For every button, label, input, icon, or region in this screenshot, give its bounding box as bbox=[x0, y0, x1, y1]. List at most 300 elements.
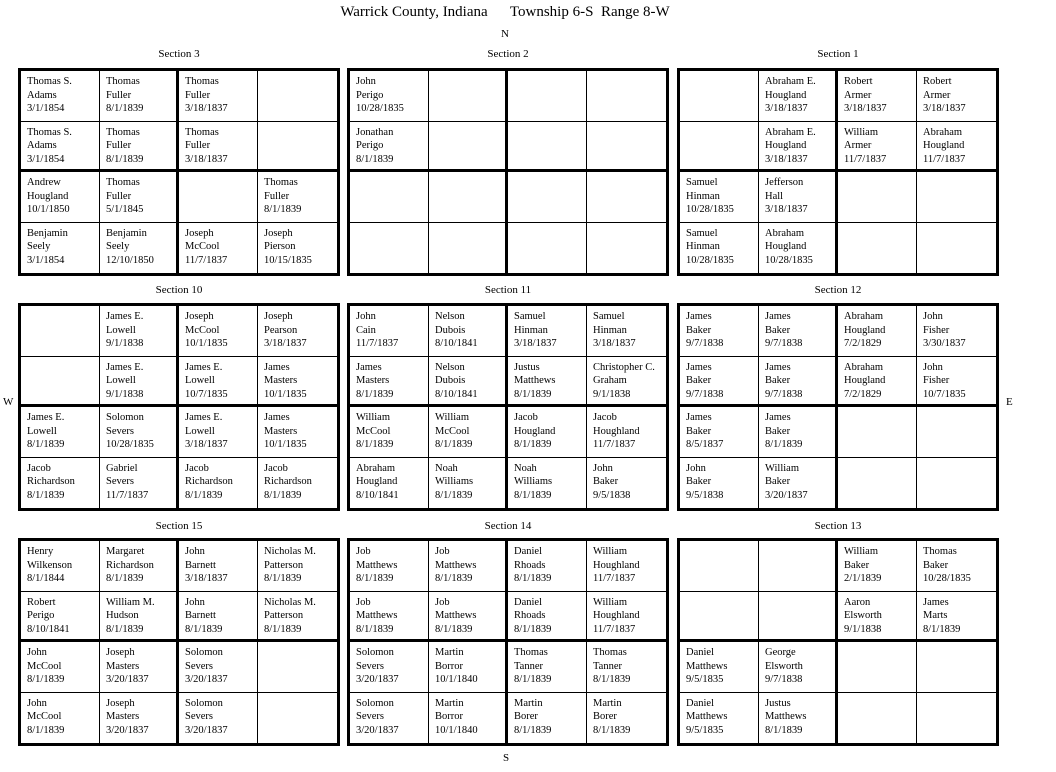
parcel-text: 8/1/1839 bbox=[514, 674, 552, 685]
parcel-text: Matthews bbox=[356, 559, 398, 571]
parcel-text: 3/18/1837 bbox=[185, 439, 228, 450]
parcel-text: Severs bbox=[356, 711, 384, 722]
parcel-text: Hougland bbox=[844, 375, 886, 386]
parcel-text: Benjamin bbox=[106, 227, 147, 239]
land-parcel bbox=[429, 71, 508, 122]
section-title: Section 1 bbox=[817, 48, 859, 60]
land-parcel bbox=[100, 122, 179, 173]
parcel-text: Baker bbox=[686, 375, 712, 386]
parcel-text: Richardson bbox=[264, 476, 312, 487]
land-parcel bbox=[429, 357, 508, 408]
land-parcel bbox=[759, 122, 838, 173]
parcel-text: Solomon bbox=[185, 697, 223, 709]
parcel-text: Houghland bbox=[593, 610, 640, 621]
parcel-text: Martin bbox=[435, 697, 464, 709]
parcel-text: 8/1/1839 bbox=[514, 439, 552, 450]
section-grid bbox=[18, 303, 340, 511]
parcel-text: Baker bbox=[686, 425, 712, 437]
parcel-text: Baker bbox=[765, 476, 791, 487]
parcel-text: Baker bbox=[765, 425, 791, 437]
parcel-text: Hougland bbox=[765, 241, 807, 252]
parcel-text: Patterson bbox=[264, 559, 304, 571]
parcel-text: 8/1/1839 bbox=[435, 573, 473, 584]
parcel-text: McCool bbox=[185, 324, 220, 336]
parcel-text: Thomas bbox=[923, 546, 957, 557]
land-parcel bbox=[759, 172, 838, 223]
land-parcel bbox=[508, 693, 587, 744]
parcel-text: 8/1/1839 bbox=[264, 573, 302, 584]
parcel-text: McCool bbox=[356, 425, 391, 437]
parcel-text: 9/7/1838 bbox=[765, 388, 803, 400]
parcel-text: Borror bbox=[435, 711, 463, 722]
parcel-text: Fisher bbox=[923, 324, 950, 336]
section-grid bbox=[18, 68, 340, 276]
land-parcel bbox=[258, 541, 337, 592]
parcel-text: Samuel bbox=[514, 311, 546, 322]
land-parcel bbox=[917, 172, 996, 223]
land-parcel bbox=[587, 541, 666, 592]
parcel-text: William bbox=[844, 126, 878, 138]
parcel-text: 11/7/1837 bbox=[844, 153, 887, 165]
land-parcel bbox=[917, 407, 996, 458]
parcel-text: 8/1/1839 bbox=[106, 573, 144, 584]
land-parcel bbox=[917, 642, 996, 693]
parcel-text: Dubois bbox=[435, 375, 466, 386]
land-parcel bbox=[680, 71, 759, 122]
parcel-text: 8/1/1839 bbox=[514, 573, 552, 584]
parcel-text: Thomas S. bbox=[27, 76, 72, 87]
parcel-text: 8/10/1841 bbox=[27, 623, 70, 635]
parcel-text: 3/20/1837 bbox=[106, 724, 149, 736]
land-parcel bbox=[508, 357, 587, 408]
land-parcel bbox=[759, 71, 838, 122]
parcel-text: Job bbox=[356, 546, 371, 557]
parcel-text: 8/1/1839 bbox=[27, 674, 65, 685]
parcel-text: 3/18/1837 bbox=[765, 103, 808, 114]
parcel-text: Joseph bbox=[185, 311, 214, 322]
parcel-text: Solomon bbox=[106, 412, 144, 423]
parcel-text: Noah bbox=[514, 462, 537, 474]
parcel-text: Gabriel bbox=[106, 462, 138, 474]
parcel-text: Robert bbox=[27, 596, 56, 608]
land-parcel bbox=[838, 122, 917, 173]
land-parcel bbox=[350, 693, 429, 744]
parcel-text: Joseph bbox=[106, 647, 135, 658]
parcel-text: 10/1/1835 bbox=[185, 338, 228, 349]
land-parcel bbox=[838, 407, 917, 458]
compass-south: S bbox=[503, 752, 510, 764]
parcel-text: Barnett bbox=[185, 610, 216, 621]
parcel-text: 3/18/1837 bbox=[593, 338, 636, 349]
land-parcel bbox=[917, 122, 996, 173]
parcel-text: Lowell bbox=[106, 375, 136, 386]
section-grid bbox=[347, 303, 669, 511]
parcel-text: 8/1/1839 bbox=[765, 439, 803, 450]
parcel-text: Severs bbox=[356, 660, 384, 672]
land-parcel bbox=[508, 122, 587, 173]
parcel-text: John bbox=[356, 311, 376, 322]
parcel-text: 9/5/1835 bbox=[686, 674, 724, 685]
section-title: Section 14 bbox=[484, 520, 532, 532]
parcel-text: George bbox=[765, 647, 796, 658]
parcel-text: 10/15/1835 bbox=[264, 254, 312, 266]
land-parcel bbox=[587, 306, 666, 357]
land-parcel bbox=[917, 306, 996, 357]
land-parcel bbox=[838, 357, 917, 408]
land-parcel bbox=[759, 306, 838, 357]
land-parcel bbox=[759, 223, 838, 274]
land-parcel bbox=[258, 172, 337, 223]
parcel-text: 10/7/1835 bbox=[923, 388, 966, 400]
land-parcel bbox=[429, 458, 508, 509]
parcel-text: Henry bbox=[27, 546, 54, 557]
land-parcel bbox=[100, 592, 179, 643]
land-parcel bbox=[838, 223, 917, 274]
section-title: Section 2 bbox=[487, 48, 529, 60]
parcel-text: 7/2/1829 bbox=[844, 338, 882, 349]
parcel-text: Daniel bbox=[686, 697, 714, 709]
parcel-text: McCool bbox=[27, 660, 62, 672]
parcel-text: Jonathan bbox=[356, 126, 394, 138]
land-parcel bbox=[21, 357, 100, 408]
parcel-text: Hougland bbox=[765, 89, 807, 101]
land-parcel bbox=[21, 306, 100, 357]
parcel-text: Christopher C. bbox=[593, 361, 655, 373]
section-title: Section 12 bbox=[814, 284, 862, 296]
land-parcel bbox=[258, 306, 337, 357]
parcel-text: John bbox=[185, 596, 205, 608]
parcel-text: Joseph bbox=[264, 227, 293, 239]
parcel-text: Baker bbox=[593, 476, 619, 487]
land-parcel bbox=[350, 642, 429, 693]
parcel-text: Abraham bbox=[923, 126, 963, 138]
parcel-text: Baker bbox=[686, 324, 712, 336]
land-parcel bbox=[917, 693, 996, 744]
parcel-text: 11/7/1837 bbox=[185, 254, 228, 266]
land-parcel bbox=[258, 223, 337, 274]
land-parcel bbox=[587, 693, 666, 744]
parcel-text: Masters bbox=[106, 711, 140, 722]
land-parcel bbox=[759, 357, 838, 408]
land-parcel bbox=[100, 71, 179, 122]
parcel-text: James bbox=[686, 361, 712, 373]
parcel-text: 8/5/1837 bbox=[686, 439, 724, 450]
parcel-text: 8/1/1839 bbox=[185, 489, 223, 501]
land-parcel bbox=[179, 357, 258, 408]
parcel-text: Samuel bbox=[686, 227, 718, 239]
parcel-text: James bbox=[264, 361, 290, 373]
land-parcel bbox=[429, 407, 508, 458]
parcel-text: 10/1/1840 bbox=[435, 674, 478, 685]
parcel-text: 10/1/1835 bbox=[264, 439, 307, 450]
parcel-text: Robert bbox=[923, 76, 952, 87]
land-parcel bbox=[508, 458, 587, 509]
land-parcel bbox=[508, 172, 587, 223]
land-parcel bbox=[350, 172, 429, 223]
parcel-text: John bbox=[686, 462, 706, 474]
land-parcel bbox=[179, 223, 258, 274]
land-parcel bbox=[429, 592, 508, 643]
parcel-text: Severs bbox=[106, 476, 134, 487]
land-parcel bbox=[350, 357, 429, 408]
parcel-text: 8/1/1839 bbox=[106, 103, 144, 114]
parcel-text: Jacob bbox=[593, 412, 617, 423]
parcel-text: 8/1/1839 bbox=[356, 153, 394, 165]
compass-west: W bbox=[3, 396, 14, 408]
parcel-text: Marts bbox=[923, 610, 948, 621]
land-parcel bbox=[258, 71, 337, 122]
land-parcel bbox=[179, 172, 258, 223]
parcel-text: 8/10/1841 bbox=[435, 338, 478, 349]
parcel-text: 9/7/1838 bbox=[765, 338, 803, 349]
parcel-text: Baker bbox=[765, 375, 791, 386]
parcel-text: Seely bbox=[106, 241, 130, 252]
parcel-text: Hougland bbox=[514, 425, 556, 437]
parcel-text: Thomas bbox=[514, 647, 548, 658]
parcel-text: Solomon bbox=[356, 647, 394, 658]
parcel-text: Baker bbox=[686, 476, 712, 487]
land-parcel bbox=[838, 172, 917, 223]
parcel-text: 9/1/1838 bbox=[106, 338, 144, 349]
land-parcel bbox=[680, 306, 759, 357]
land-parcel bbox=[21, 458, 100, 509]
land-parcel bbox=[21, 592, 100, 643]
parcel-text: 8/1/1839 bbox=[185, 623, 223, 635]
parcel-text: 3/18/1837 bbox=[765, 153, 808, 165]
parcel-text: 3/20/1837 bbox=[356, 724, 399, 736]
parcel-text: Martin bbox=[514, 697, 543, 709]
parcel-text: Job bbox=[356, 596, 371, 608]
parcel-text: 8/1/1839 bbox=[593, 674, 631, 685]
parcel-text: 11/7/1837 bbox=[593, 623, 636, 635]
parcel-text: James bbox=[356, 361, 382, 373]
parcel-text: Patterson bbox=[264, 610, 304, 621]
land-parcel bbox=[21, 693, 100, 744]
parcel-text: William M. bbox=[106, 596, 155, 608]
section-title: Section 15 bbox=[155, 520, 203, 532]
parcel-text: 3/18/1837 bbox=[765, 204, 808, 215]
land-parcel bbox=[680, 122, 759, 173]
parcel-text: Masters bbox=[106, 660, 140, 672]
parcel-text: 9/1/1838 bbox=[106, 388, 144, 400]
parcel-text: Thomas bbox=[106, 177, 140, 188]
land-parcel bbox=[258, 592, 337, 643]
parcel-text: James bbox=[686, 412, 712, 423]
parcel-text: Matthews bbox=[765, 711, 807, 722]
parcel-text: 8/1/1839 bbox=[356, 573, 394, 584]
parcel-text: Solomon bbox=[185, 647, 223, 658]
parcel-text: Fuller bbox=[185, 89, 211, 101]
land-parcel bbox=[179, 642, 258, 693]
land-parcel bbox=[587, 172, 666, 223]
land-parcel bbox=[179, 122, 258, 173]
parcel-text: Noah bbox=[435, 462, 458, 474]
parcel-text: 8/1/1839 bbox=[356, 388, 394, 400]
section-grid bbox=[677, 68, 999, 276]
parcel-text: 10/7/1835 bbox=[185, 388, 228, 400]
land-parcel bbox=[350, 458, 429, 509]
parcel-text: Seely bbox=[27, 241, 51, 252]
land-parcel bbox=[21, 541, 100, 592]
parcel-text: Adams bbox=[27, 89, 57, 101]
land-parcel bbox=[917, 223, 996, 274]
land-parcel bbox=[508, 223, 587, 274]
parcel-text: Graham bbox=[593, 375, 627, 386]
parcel-text: 8/1/1839 bbox=[106, 153, 144, 165]
parcel-text: 3/18/1837 bbox=[264, 338, 307, 349]
land-parcel bbox=[587, 642, 666, 693]
parcel-text: James E. bbox=[185, 412, 223, 423]
parcel-text: Joseph bbox=[185, 227, 214, 239]
parcel-text: 10/1/1840 bbox=[435, 724, 478, 736]
parcel-text: Nelson bbox=[435, 311, 465, 322]
land-parcel bbox=[680, 223, 759, 274]
land-parcel bbox=[838, 642, 917, 693]
parcel-text: Baker bbox=[923, 559, 949, 571]
parcel-text: 5/1/1845 bbox=[106, 204, 144, 215]
parcel-text: 3/18/1837 bbox=[514, 338, 557, 349]
parcel-text: 3/18/1837 bbox=[844, 103, 887, 114]
parcel-text: 11/7/1837 bbox=[923, 153, 966, 165]
land-parcel bbox=[587, 122, 666, 173]
land-parcel bbox=[680, 592, 759, 643]
parcel-text: 2/1/1839 bbox=[844, 573, 882, 584]
parcel-text: Borror bbox=[435, 660, 463, 672]
parcel-text: Hinman bbox=[514, 324, 548, 336]
parcel-text: 8/1/1839 bbox=[264, 489, 302, 501]
land-parcel bbox=[429, 642, 508, 693]
land-parcel bbox=[100, 458, 179, 509]
parcel-text: John bbox=[185, 546, 205, 557]
parcel-text: 3/18/1837 bbox=[185, 573, 228, 584]
parcel-text: James bbox=[765, 311, 791, 322]
parcel-text: 9/1/1838 bbox=[593, 388, 631, 400]
land-parcel bbox=[350, 223, 429, 274]
parcel-text: Richardson bbox=[106, 559, 154, 571]
parcel-text: Elsworth bbox=[844, 610, 882, 621]
land-parcel bbox=[429, 172, 508, 223]
parcel-text: Richardson bbox=[27, 476, 75, 487]
land-parcel bbox=[179, 407, 258, 458]
land-parcel bbox=[350, 592, 429, 643]
parcel-text: 8/1/1839 bbox=[923, 623, 961, 635]
parcel-text: John bbox=[27, 647, 47, 658]
parcel-text: 8/1/1839 bbox=[435, 489, 473, 501]
land-parcel bbox=[759, 458, 838, 509]
parcel-text: 3/18/1837 bbox=[185, 153, 228, 165]
parcel-text: 11/7/1837 bbox=[106, 489, 149, 501]
parcel-text: John bbox=[356, 76, 376, 87]
land-parcel bbox=[21, 642, 100, 693]
parcel-text: Daniel bbox=[514, 546, 542, 557]
land-parcel bbox=[508, 541, 587, 592]
parcel-text: Hougland bbox=[844, 324, 886, 336]
parcel-text: Jacob bbox=[514, 412, 538, 423]
land-parcel bbox=[21, 223, 100, 274]
parcel-text: Hougland bbox=[27, 190, 69, 202]
parcel-text: Nicholas M. bbox=[264, 596, 316, 608]
land-parcel bbox=[350, 122, 429, 173]
parcel-text: Jacob bbox=[185, 462, 209, 474]
parcel-text: 8/10/1841 bbox=[435, 388, 478, 400]
parcel-text: McCool bbox=[27, 711, 62, 722]
parcel-text: Thomas S. bbox=[27, 126, 72, 138]
land-parcel bbox=[680, 458, 759, 509]
parcel-text: Tanner bbox=[514, 660, 543, 672]
parcel-text: Perigo bbox=[356, 89, 384, 101]
parcel-text: Samuel bbox=[686, 177, 718, 188]
parcel-text: 3/1/1854 bbox=[27, 254, 65, 266]
parcel-text: Thomas bbox=[264, 177, 298, 188]
parcel-text: Hudson bbox=[106, 610, 139, 621]
parcel-text: John bbox=[923, 311, 943, 322]
land-parcel bbox=[838, 693, 917, 744]
land-parcel bbox=[587, 592, 666, 643]
parcel-text: Matthews bbox=[435, 559, 477, 571]
section-grid bbox=[347, 538, 669, 746]
parcel-text: Rhoads bbox=[514, 610, 546, 621]
land-parcel bbox=[100, 642, 179, 693]
land-parcel bbox=[350, 71, 429, 122]
parcel-text: 9/7/1838 bbox=[765, 674, 803, 685]
parcel-text: Joseph bbox=[106, 697, 135, 709]
land-parcel bbox=[680, 642, 759, 693]
section-title: Section 3 bbox=[158, 48, 200, 60]
parcel-text: Martin bbox=[435, 647, 464, 658]
parcel-text: Samuel bbox=[593, 311, 625, 322]
parcel-text: Fuller bbox=[264, 190, 290, 202]
parcel-text: William bbox=[765, 462, 799, 474]
land-parcel bbox=[429, 541, 508, 592]
parcel-text: Thomas bbox=[106, 76, 140, 87]
parcel-text: Aaron bbox=[844, 596, 871, 608]
land-parcel bbox=[258, 693, 337, 744]
land-parcel bbox=[21, 172, 100, 223]
parcel-text: Perigo bbox=[356, 140, 384, 151]
parcel-text: 10/28/1835 bbox=[923, 573, 971, 584]
parcel-text: 3/20/1837 bbox=[356, 674, 399, 685]
parcel-text: William bbox=[593, 546, 627, 557]
land-parcel bbox=[759, 407, 838, 458]
section-grid bbox=[18, 538, 340, 746]
parcel-text: Williams bbox=[435, 476, 474, 487]
parcel-text: James E. bbox=[185, 361, 223, 373]
parcel-text: James bbox=[264, 412, 290, 423]
parcel-text: Borer bbox=[514, 711, 538, 722]
parcel-text: 9/7/1838 bbox=[686, 388, 724, 400]
land-parcel bbox=[258, 357, 337, 408]
parcel-text: Severs bbox=[106, 425, 134, 437]
parcel-text: 10/28/1835 bbox=[765, 254, 813, 266]
land-parcel bbox=[100, 407, 179, 458]
parcel-text: Nelson bbox=[435, 361, 465, 373]
parcel-text: William bbox=[593, 596, 627, 608]
land-parcel bbox=[508, 407, 587, 458]
land-parcel bbox=[258, 122, 337, 173]
land-parcel bbox=[917, 71, 996, 122]
parcel-text: Rhoads bbox=[514, 559, 546, 571]
parcel-text: Solomon bbox=[356, 697, 394, 709]
parcel-text: Jacob bbox=[27, 462, 51, 474]
parcel-text: McCool bbox=[185, 241, 220, 252]
parcel-text: James bbox=[923, 596, 949, 608]
parcel-text: 11/7/1837 bbox=[593, 573, 636, 584]
parcel-text: Abraham bbox=[356, 462, 396, 474]
parcel-text: McCool bbox=[435, 425, 470, 437]
parcel-text: Matthews bbox=[435, 610, 477, 621]
parcel-text: Matthews bbox=[686, 711, 728, 722]
parcel-text: 8/1/1839 bbox=[514, 388, 552, 400]
